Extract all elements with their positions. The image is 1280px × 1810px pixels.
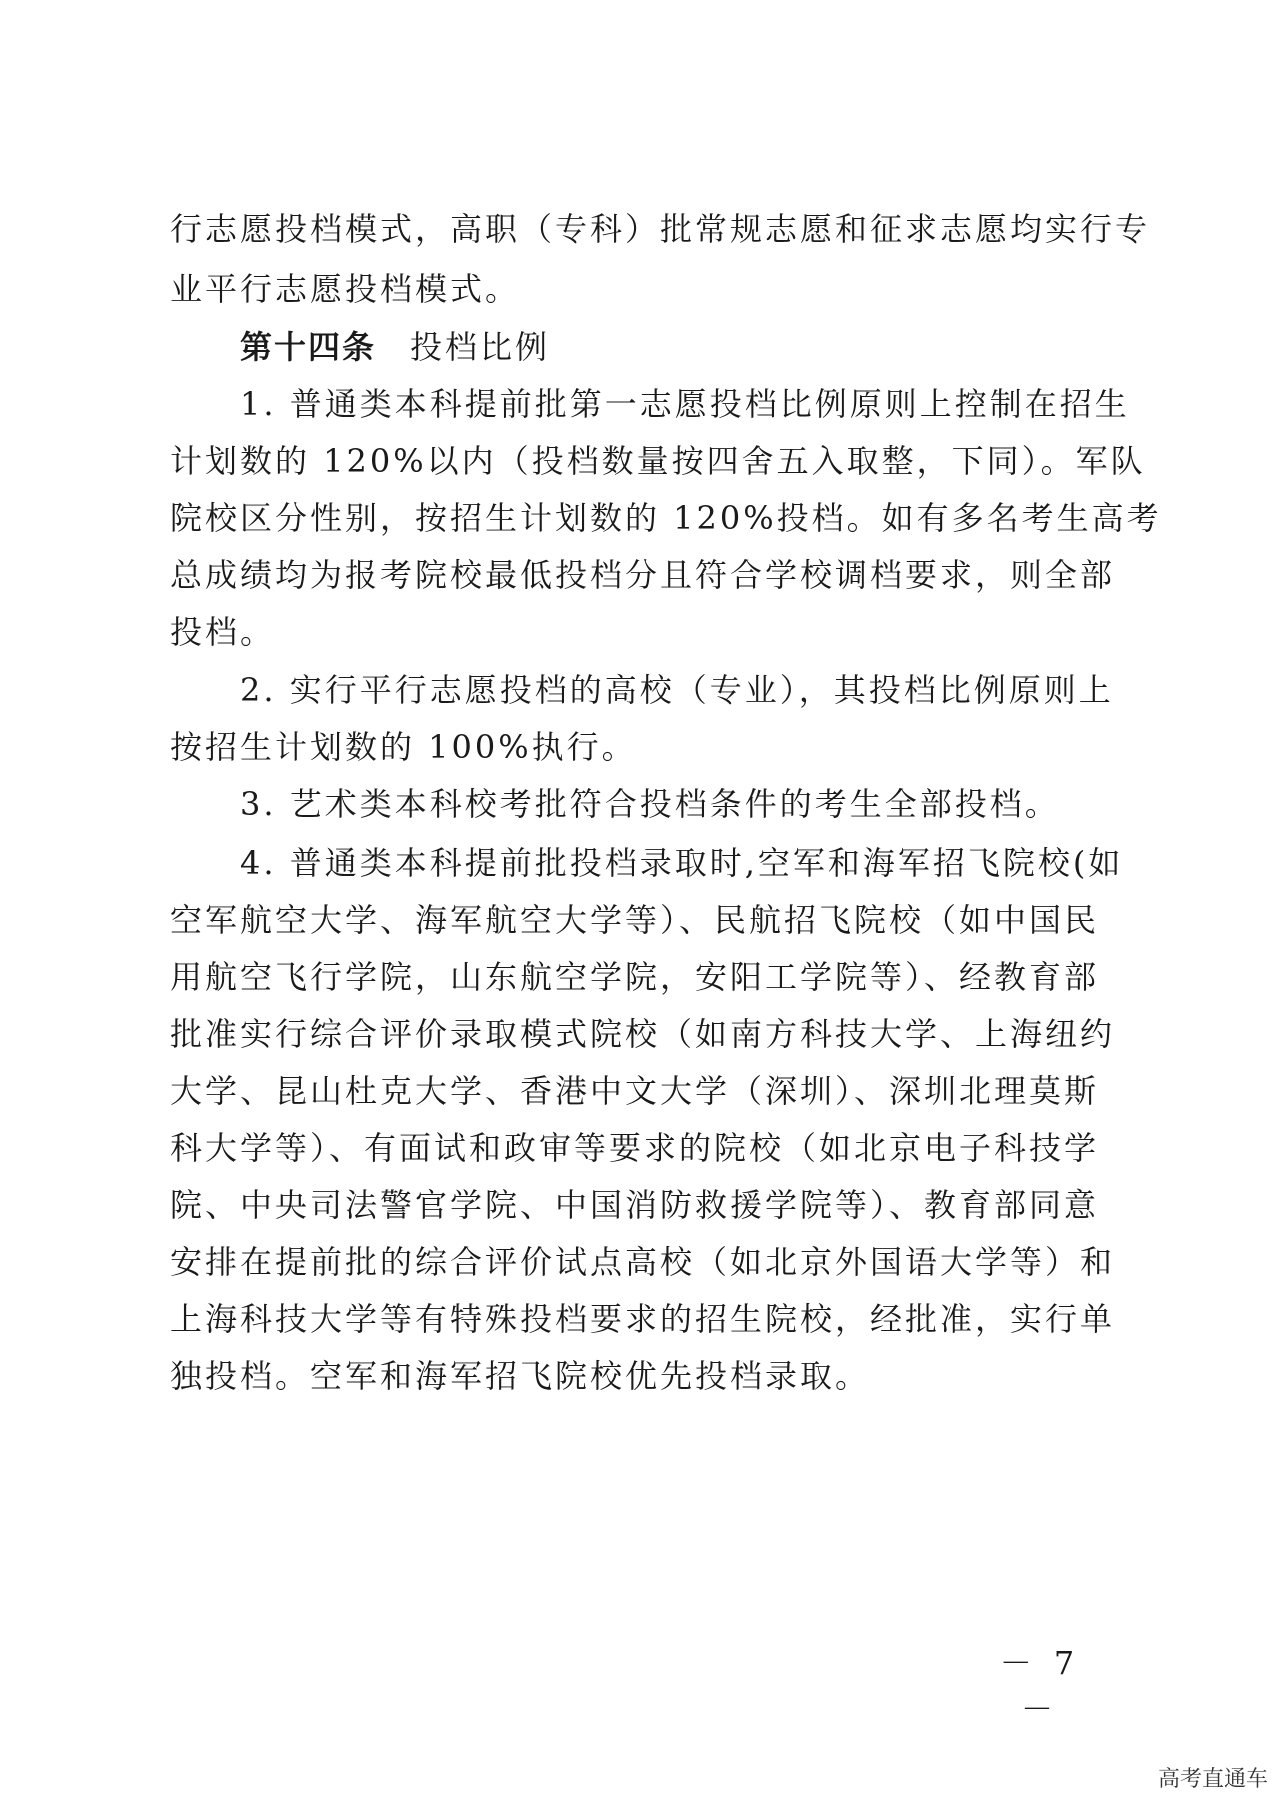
- item-1-line: 总成绩均为报考院校最低投档分且符合学校调档要求，则全部: [170, 556, 1116, 594]
- item-4-line: 用航空飞行学院，山东航空学院，安阳工学院等）、经教育部: [170, 958, 1100, 996]
- item-3-line: 3. 艺术类本科校考批符合投档条件的考生全部投档。: [240, 785, 1060, 823]
- item-4-line: 批准实行综合评价录取模式院校（如南方科技大学、上海纽约: [170, 1015, 1116, 1053]
- item-1-line: 计划数的 120%以内（投档数量按四舍五入取整，下同）。军队: [170, 442, 1146, 480]
- paragraph-line: 业平行志愿投档模式。: [170, 270, 521, 308]
- item-1-line: 1. 普通类本科提前批第一志愿投档比例原则上控制在招生: [240, 385, 1130, 423]
- article-heading: [240, 321, 1095, 373]
- article-number: 第十四条: [240, 328, 377, 366]
- item-4-line: 空军航空大学、海军航空大学等）、民航招飞院校（如中国民: [170, 901, 1100, 939]
- paragraph-line: 行志愿投档模式，高职（专科）批常规志愿和征求志愿均实行专: [170, 210, 1151, 248]
- item-4-line: 院、中央司法警官学院、中国消防救援学院等）、教育部同意: [170, 1186, 1100, 1224]
- item-2-line: 按招生计划数的 100%执行。: [170, 728, 637, 766]
- item-2-line: 2. 实行平行志愿投档的高校（专业），其投档比例原则上: [240, 671, 1114, 709]
- page-number: － 7 －: [999, 1644, 1081, 1728]
- watermark: 高考直通车: [1157, 1767, 1268, 1792]
- item-4-line: 独投档。空军和海军招飞院校优先投档录取。: [170, 1357, 871, 1395]
- article-title: 投档比例: [410, 328, 551, 366]
- item-4-line: 4. 普通类本科提前批投档录取时,空军和海军招飞院校(如: [240, 844, 1124, 882]
- item-1-line: 投档。: [170, 613, 276, 651]
- item-4-line: 科大学等）、有面试和政审等要求的院校（如北京电子科技学: [170, 1129, 1100, 1167]
- item-1-line: 院校区分性别，按招生计划数的 120%投档。如有多名考生高考: [170, 499, 1162, 537]
- item-4-line: 大学、昆山杜克大学、香港中文大学（深圳）、深圳北理莫斯: [170, 1072, 1100, 1110]
- item-4-line: 上海科技大学等有特殊投档要求的招生院校，经批准，实行单: [170, 1300, 1116, 1338]
- item-4-line: 安排在提前批的综合评价试点高校（如北京外国语大学等）和: [170, 1243, 1116, 1281]
